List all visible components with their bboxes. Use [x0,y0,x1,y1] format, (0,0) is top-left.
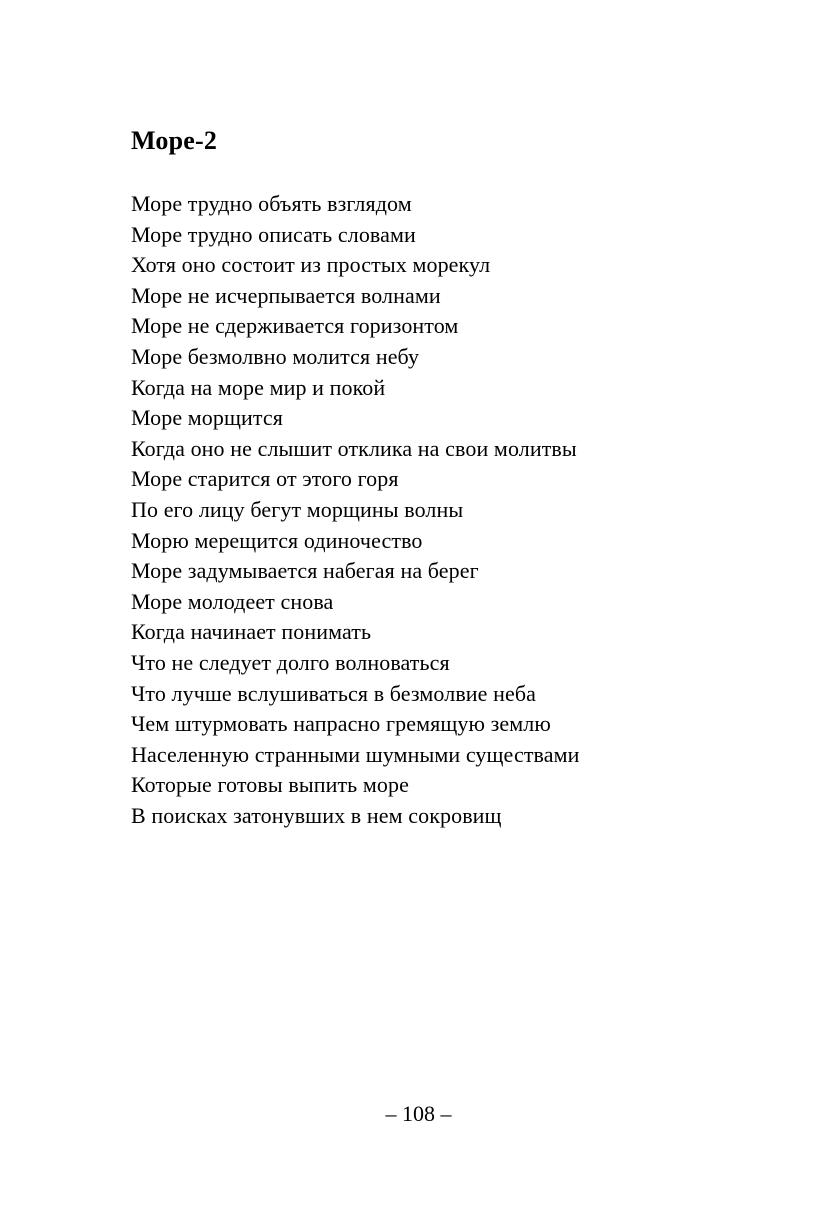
poem-line: Морю мерещится одиночество [131,527,423,553]
page-number: – 108 – [385,1101,452,1126]
poem-line: Когда оно не слышит отклика на свои молитвы [131,435,577,461]
poem-line: Море морщится [131,405,283,431]
poem-line: В поисках затонувших в нем сокровищ [131,802,502,828]
poem-line: Что лучше вслушиваться в безмолвие неба [131,680,537,706]
poem-line: Хотя оно состоит из простых морекул [131,252,491,278]
poem-line: Море трудно описать словами [131,221,416,247]
poem-line: Когда начинает понимать [131,619,372,645]
poem-line: Море безмолвно молится небу [131,343,420,369]
poem-line: Когда на море мир и покой [131,374,386,400]
poem-title: Море-2 [131,126,218,155]
poem-line: Населенную странными шумными существами [131,741,580,767]
poem-line: Которые готовы выпить море [131,772,409,798]
poem-line: Море не сдерживается горизонтом [131,313,459,339]
poem-line: Море молодеет снова [131,588,334,614]
poem-line: По его лицу бегут морщины волны [131,496,464,522]
poem-line: Море трудно объять взглядом [131,191,412,216]
poem-line: Море задумывается набегая на берег [131,558,479,584]
poem-body [131,189,580,831]
poem-line: Море старится от этого горя [131,466,399,492]
poem-line: Море не исчерпывается волнами [131,282,441,308]
poem-line: Чем штурмовать напрасно гремящую землю [131,711,551,737]
poem-line: Что не следует долго волноваться [131,649,450,675]
